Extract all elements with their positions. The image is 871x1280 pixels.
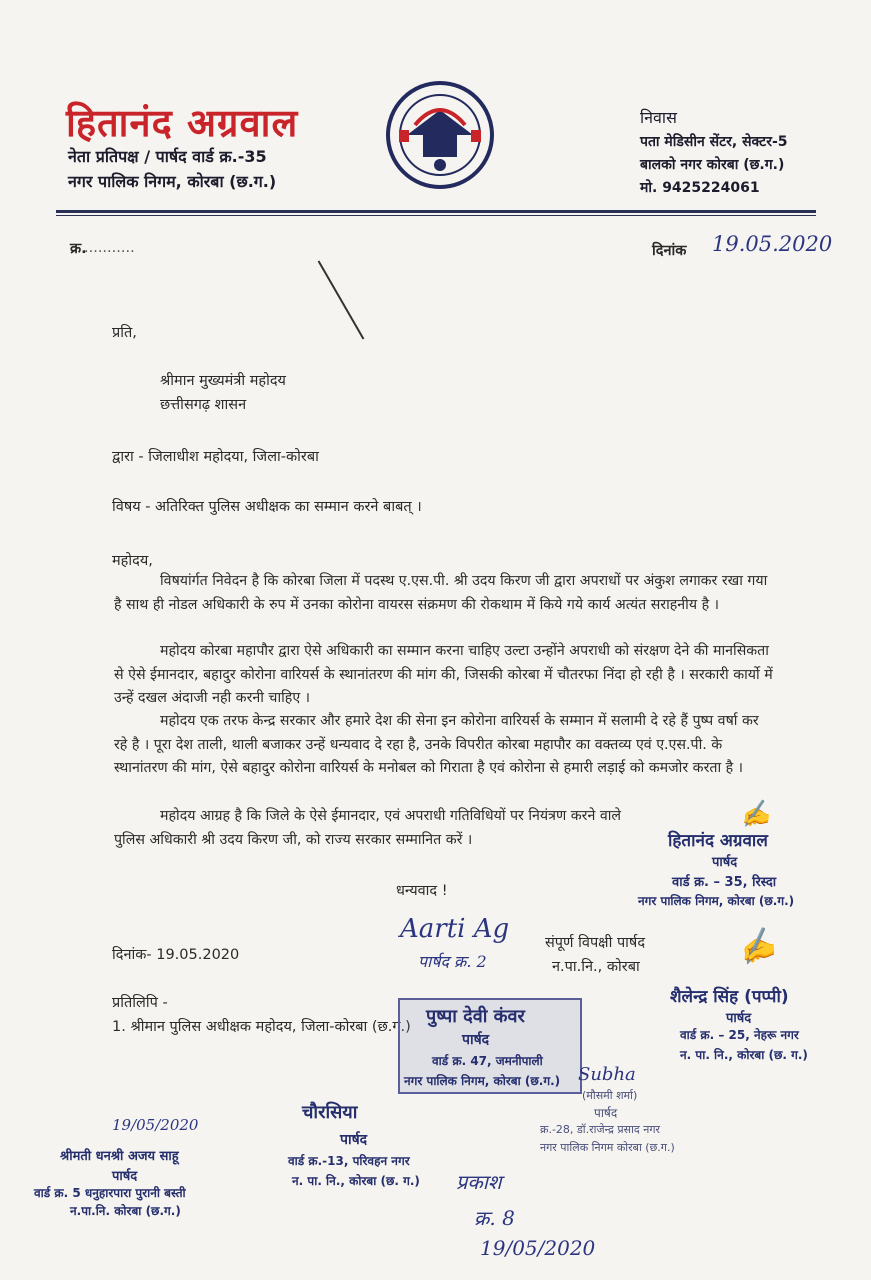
third-stamp-ward: क्र.-28, डॉ.राजेन्द्र प्रसाद नगर bbox=[540, 1123, 661, 1136]
paragraph-4 bbox=[114, 805, 654, 852]
ref-dots: ........... bbox=[84, 240, 135, 256]
paragraph-2-text: महोदय कोरबा महापौर द्वारा ऐसे अधिकारी का सम्मान करना चाहिए उल्टा उन्होंने अपराधी को संरक्षण देने की मानसिकता से ऐसे ईमानदार, बहादुर कोरोना वारियर्स के स्थानांतरण की मांग की, जिसकी कोरबा में चौतरफा निंदा हो रही है । सरकारी कार्यो में उन्हें दखल अंदाजी नही करनी चाहिए । bbox=[114, 643, 773, 706]
date-value: 19.05.2020 bbox=[712, 232, 833, 256]
paragraph-3-text: महोदय एक तरफ केन्द्र सरकार और हमारे देश की सेना इन कोरोना वारियर्स के सम्मान में सलामी दे रहे हैं पुष्प वर्षा कर रहे है । पूरा देश ताली, थाली बजाकर उन्हें धन्यवाद दे रहा है, उनके विपरीत कोरबा महापौर का वक्तव्य एवं ए.एस.पी. के स्थानांतरण की मांग, ऐसे बहादुर कोरोना वारियर्स के मनोबल को गिराता है एवं कोरोना से हमारी लड़ाई को कमजोर करता है । bbox=[114, 713, 759, 776]
pushpa-stamp-org: नगर पालिक निगम, कोरबा (छ.ग.) bbox=[404, 1074, 561, 1088]
subject-line: विषय - अतिरिक्त पुलिस अधीक्षक का सम्मान करने बाबत् । bbox=[112, 499, 422, 515]
dhanshree-sign-date: 19/05/2020 bbox=[112, 1116, 199, 1134]
paragraph-1-text: विषयांर्गत निवेदन है कि कोरबा जिला में पदस्थ ए.एस.पी. श्री उदय किरण जी द्वारा अपराधों पर अंकुश लगाकर रखा गया है साथ ही नोडल अधिकारी के रुप में उनका कोरोना वायरस संक्रमण की रोकथाम में किये गये कार्य अत्यंत सराहनीय है । bbox=[114, 573, 768, 613]
footer-date: दिनांक- 19.05.2020 bbox=[112, 947, 240, 963]
paragraph-2 bbox=[114, 640, 774, 711]
to-label: प्रति, bbox=[112, 325, 137, 341]
mobile-number: मो. 9425224061 bbox=[640, 180, 760, 196]
pushpa-stamp-ward: वार्ड क्र. 47, जमनीपाली bbox=[432, 1054, 543, 1068]
third-handwritten: Subha bbox=[578, 1064, 636, 1085]
opposition-line2: न.पा.नि., कोरबा bbox=[552, 959, 640, 975]
letterhead-designation: नेता प्रतिपक्ष / पार्षद वार्ड क्र.-35 bbox=[68, 147, 267, 166]
letterhead-divider-thin bbox=[56, 215, 816, 216]
shailendra-stamp-ward: वार्ड क्र. – 25, नेहरू नगर bbox=[680, 1028, 799, 1042]
dhanshree-ward: वार्ड क्र. 5 धनुहारपारा पुरानी बस्ती bbox=[34, 1186, 186, 1200]
chourasia-stamp-org: न. पा. नि., कोरबा (छ. ग.) bbox=[292, 1174, 420, 1188]
salutation: महोदय, bbox=[112, 553, 153, 569]
aarti-handwritten-ward: पार्षद क्र. 2 bbox=[418, 952, 487, 971]
residence-label: निवास bbox=[640, 108, 677, 127]
chourasia-stamp-ward: वार्ड क्र.-13, परिवहन नगर bbox=[288, 1154, 410, 1168]
dhanshree-org: न.पा.नि. कोरबा (छ.ग.) bbox=[70, 1204, 181, 1218]
hitanand-stamp-name: हितानंद अग्रवाल bbox=[668, 831, 768, 851]
letterhead-organization: नगर पालिक निगम, कोरबा (छ.ग.) bbox=[68, 172, 277, 191]
chourasia-stamp-name: चौरसिया bbox=[302, 1102, 358, 1123]
shailendra-signature: ✍ bbox=[733, 924, 781, 971]
dhanshree-name: श्रीमती धनश्री अजय साहू bbox=[60, 1149, 179, 1164]
hitanand-stamp-org: नगर पालिक निगम, कोरबा (छ.ग.) bbox=[638, 894, 795, 908]
paragraph-3 bbox=[114, 710, 774, 781]
bottom-hand-line1: प्रकाश bbox=[456, 1170, 502, 1194]
stray-pen-mark bbox=[318, 261, 365, 340]
letterhead-name: हितानंद अग्रवाल bbox=[66, 101, 299, 145]
date-label: दिनांक bbox=[652, 243, 687, 259]
third-stamp-org: नगर पालिक निगम कोरबा (छ.ग.) bbox=[540, 1141, 675, 1154]
hitanand-signature: ✍ bbox=[737, 797, 773, 831]
hitanand-stamp-role: पार्षद bbox=[712, 855, 738, 870]
address-line1: पता मेडिसीन सेंटर, सेक्टर-5 bbox=[640, 134, 788, 150]
shailendra-stamp-name: शैलेन्द्र सिंह (पप्पी) bbox=[670, 987, 789, 1007]
ref-label: क्र. bbox=[70, 241, 87, 257]
through-line: द्वारा - जिलाधीश महोदया, जिला-कोरबा bbox=[112, 449, 319, 465]
pushpa-stamp-name: पुष्पा देवी कंवर bbox=[426, 1006, 525, 1027]
letterhead-divider bbox=[56, 210, 816, 213]
paragraph-1 bbox=[114, 570, 774, 617]
third-stamp-name: (मौसमी शर्मा) bbox=[582, 1089, 638, 1102]
pushpa-stamp-role: पार्षद bbox=[462, 1032, 490, 1048]
paragraph-4-text: महोदय आग्रह है कि जिले के ऐसे ईमानदार, एवं अपराधी गतिविधियों पर नियंत्रण करने वाले पुलिस अधिकारी श्री उदय किरण जी, को राज्य सरकार सम्मानित करें । bbox=[114, 808, 622, 848]
thanks-text: धन्यवाद ! bbox=[396, 883, 448, 899]
chourasia-stamp-role: पार्षद bbox=[340, 1132, 368, 1148]
bottom-hand-line3: 19/05/2020 bbox=[480, 1236, 596, 1260]
third-stamp-role: पार्षद bbox=[594, 1106, 618, 1120]
addressee-line1: श्रीमान मुख्यमंत्री महोदय bbox=[160, 373, 286, 389]
hitanand-stamp-ward: वार्ड क्र. – 35, रिस्दा bbox=[672, 875, 777, 890]
opposition-line1: संपूर्ण विपक्षी पार्षद bbox=[545, 935, 646, 951]
addressee-line2: छत्तीसगढ़ शासन bbox=[160, 397, 247, 413]
aarti-handwritten: Aarti Ag bbox=[400, 914, 510, 944]
copy-line: 1. श्रीमान पुलिस अधीक्षक महोदय, जिला-कोरबा (छ.ग.) bbox=[112, 1019, 411, 1035]
shailendra-stamp-role: पार्षद bbox=[726, 1011, 752, 1026]
emblem-seal-icon bbox=[385, 80, 495, 190]
address-line2: बालको नगर कोरबा (छ.ग.) bbox=[640, 157, 785, 173]
dhanshree-role: पार्षद bbox=[112, 1169, 138, 1184]
shailendra-stamp-org: न. पा. नि., कोरबा (छ. ग.) bbox=[680, 1048, 808, 1062]
copy-label: प्रतिलिपि - bbox=[112, 995, 168, 1011]
bottom-hand-line2: क्र. 8 bbox=[474, 1206, 515, 1230]
